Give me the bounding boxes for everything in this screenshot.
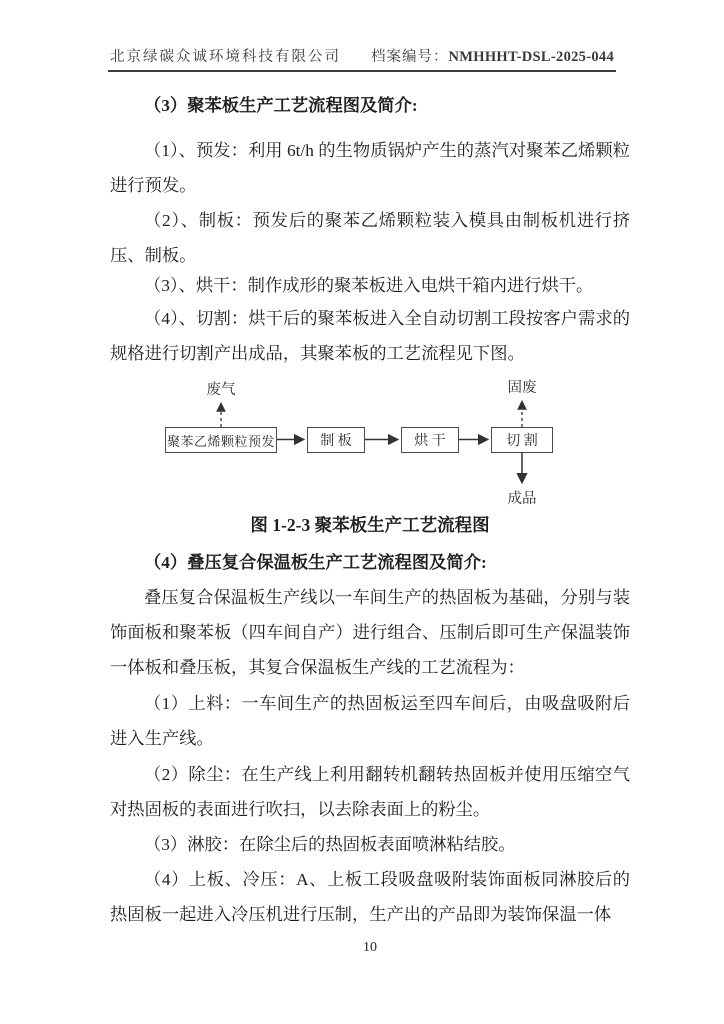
page-number: 10 bbox=[363, 940, 377, 955]
paragraph-overview: 叠压复合保温板生产线以一车间生产的热固板为基础，分别与装饰面板和聚苯板（四车间自产）进行组合、压制后即可生产保温装饰一体板和叠压板，其复合保温板生产线的工艺流程为： bbox=[110, 588, 630, 677]
label-waste-gas: 废气 bbox=[206, 382, 236, 398]
header-rule bbox=[108, 70, 616, 72]
file-number-label: 档案编号： bbox=[371, 49, 449, 65]
flow-node-board: 制 板 bbox=[307, 427, 365, 453]
paragraph-board-making: （2）、制板：预发后的聚苯乙烯颗粒装入模具由制板机进行挤压、制板。 bbox=[110, 211, 630, 265]
flow-node-prefoam: 聚苯乙烯颗粒预发 bbox=[165, 427, 277, 453]
label-solid-waste: 固废 bbox=[507, 380, 537, 396]
paragraph-gluing: （3）淋胶：在除尘后的热固板表面喷淋粘结胶。 bbox=[144, 835, 516, 854]
figure-caption: 图 1-2-3 聚苯板生产工艺流程图 bbox=[250, 515, 490, 535]
header-file-number bbox=[371, 45, 614, 66]
process-flow-diagram bbox=[110, 375, 630, 510]
file-number-value: NMHHHT-DSL-2025-044 bbox=[448, 49, 614, 65]
flow-node-cut: 切 割 bbox=[491, 427, 553, 453]
paragraph-loading: （1）上料：一车间生产的热固板运至四车间后，由吸盘吸附后进入生产线。 bbox=[110, 694, 630, 748]
flow-node-dry: 烘 干 bbox=[401, 427, 459, 453]
paragraph-drying: （3）、烘干：制作成形的聚苯板进入电烘干箱内进行烘干。 bbox=[144, 276, 594, 295]
paragraph-prefoam: （1）、预发：利用 6t/h 的生物质锅炉产生的蒸汽对聚苯乙烯颗粒进行预发。 bbox=[110, 141, 630, 195]
section-heading-polystyrene: （3）聚苯板生产工艺流程图及简介: bbox=[144, 96, 418, 115]
paragraph-dedusting: （2）除尘：在生产线上利用翻转机翻转热固板并使用压缩空气对热固板的表面进行吹扫，以去除表面上的粉尘。 bbox=[110, 765, 630, 819]
header-company-name: 北京绿碳众诚环境科技有限公司 bbox=[110, 49, 341, 65]
paragraph-cutting: （4）、切割：烘干后的聚苯板进入全自动切割工段按客户需求的规格进行切割产出成品，其聚苯板的工艺流程见下图。 bbox=[110, 309, 630, 363]
section-heading-laminated-board: （4）叠压复合保温板生产工艺流程图及简介: bbox=[144, 553, 487, 572]
label-product: 成品 bbox=[507, 491, 537, 507]
paragraph-cold-pressing: （4）上板、冷压：A、上板工段吸盘吸附装饰面板同淋胶后的热固板一起进入冷压机进行压制，生产出的产品即为装饰保温一体 bbox=[110, 870, 630, 924]
